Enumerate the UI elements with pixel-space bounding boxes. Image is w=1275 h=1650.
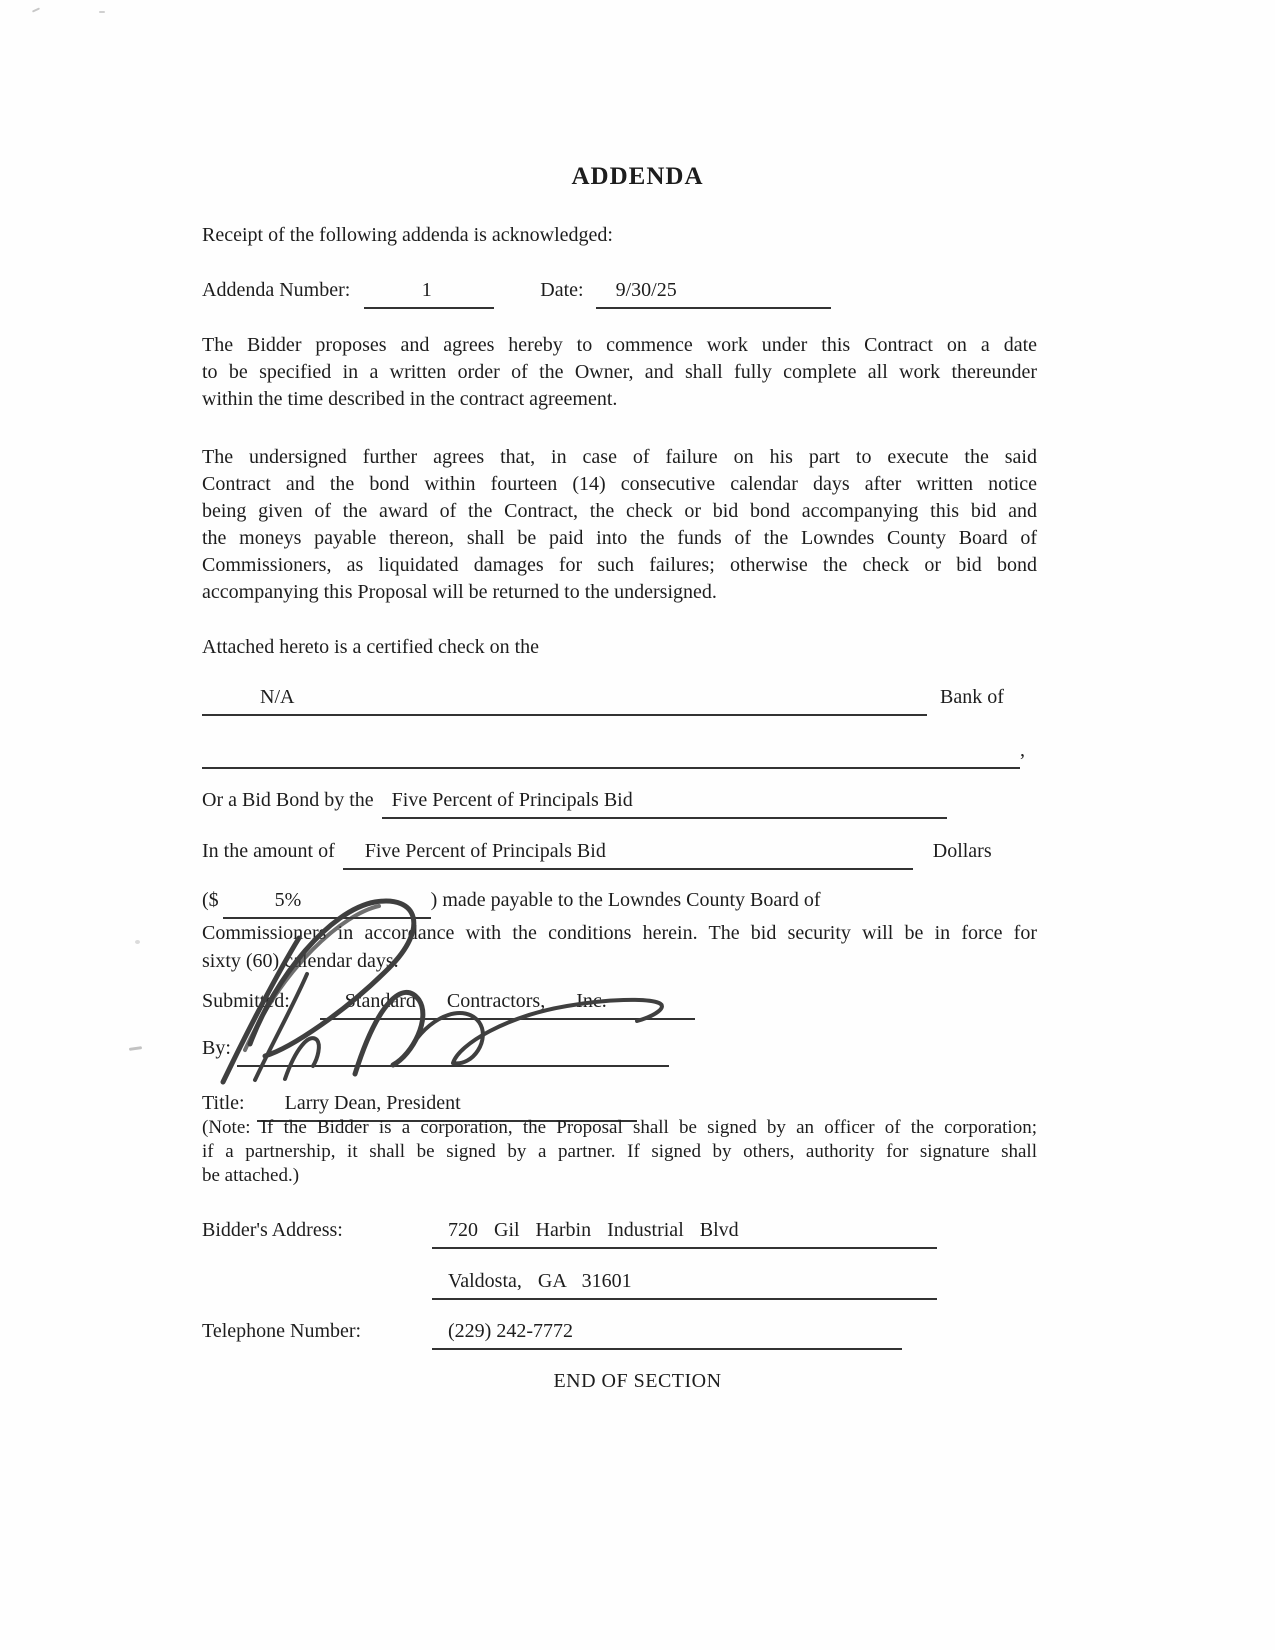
end-of-section-text: END OF SECTION <box>553 1370 722 1392</box>
open-paren-dollar: ($ <box>202 889 219 911</box>
bidder-city-row <box>202 1268 937 1300</box>
paragraph-line: Commissioners in accordance with the conditions herein. The bid security will be in force for <box>202 922 1037 944</box>
amount-field: Five Percent of Principals Bid <box>343 838 913 870</box>
bid-bond-label: Or a Bid Bond by the <box>202 789 374 811</box>
bank-continuation-field <box>202 737 1020 769</box>
paragraph-line: being given of the award of the Contract, the check or bid bond accompanying this bid and <box>202 500 1037 522</box>
amount-label: In the amount of <box>202 840 335 862</box>
submitted-company-field: Standard Contractors, Inc. <box>320 988 695 1020</box>
paragraph-line: Commissioners, as liquidated damages for such failures; otherwise the check or bid bond <box>202 554 1037 576</box>
dollars-label: Dollars <box>932 840 992 862</box>
addenda-number-label: Addenda Number: <box>202 279 351 301</box>
paragraph-line: (Note: If the Bidder is a corporation, the Proposal shall be signed by an officer of the corporation; <box>202 1117 1037 1138</box>
bank-of-label: Bank of <box>940 686 1004 708</box>
paragraph-line: accompanying this Proposal will be returned to the undersigned. <box>202 581 717 603</box>
comma-text: , <box>1020 739 1025 761</box>
paragraph-line: Contract and the bond within fourteen (14) consecutive calendar days after written notice <box>202 473 1037 495</box>
percent-field: 5% <box>223 886 431 919</box>
address-street-field: 720 Gil Harbin Industrial Blvd <box>432 1217 937 1249</box>
made-payable-paragraph <box>202 886 1037 975</box>
bank-name-field: N/A <box>202 684 927 716</box>
bid-bond-field: Five Percent of Principals Bid <box>382 787 947 819</box>
signature-line <box>237 1035 669 1067</box>
page-title: ADDENDA <box>571 163 704 190</box>
bidder-address-label: Bidder's Address: <box>202 1219 343 1241</box>
addenda-number-field: 1 <box>364 277 494 309</box>
amount-row <box>202 838 992 870</box>
failure-to-execute-paragraph <box>202 444 1037 606</box>
scan-speck <box>135 940 140 944</box>
bid-bond-row <box>202 787 947 819</box>
commence-work-paragraph <box>202 332 1037 413</box>
paragraph-line: The Bidder proposes and agrees hereby to commence work under this Contract on a date <box>202 334 1037 356</box>
scan-speck <box>99 11 105 13</box>
paragraph-line: within the time described in the contract agreement. <box>202 388 618 410</box>
paragraph-line: to be specified in a written order of the Owner, and shall fully complete all work thereunder <box>202 361 1037 383</box>
submitted-row <box>202 988 695 1020</box>
made-payable-text: ) made payable to the Lowndes County Board of <box>430 889 821 911</box>
date-label: Date: <box>540 279 584 301</box>
receipt-acknowledged-text: Receipt of the following addenda is acknowledged: <box>202 224 613 246</box>
submitted-label: Submitted: <box>202 990 290 1012</box>
date-field: 9/30/25 <box>596 277 831 309</box>
scan-speck <box>129 1046 142 1051</box>
telephone-field: (229) 242-7772 <box>432 1318 902 1350</box>
by-row <box>202 1035 669 1067</box>
paragraph-line: The undersigned further agrees that, in case of failure on his part to execute the said <box>202 446 1037 468</box>
paragraph-line: sixty (60) calendar days. <box>202 950 399 972</box>
attached-check-text: Attached hereto is a certified check on the <box>202 636 540 658</box>
paragraph-line: if a partnership, it shall be signed by a partner. If signed by others, authority for signature shall <box>202 1141 1037 1162</box>
bidder-address-row <box>202 1217 937 1249</box>
corporation-note-paragraph <box>202 1116 1037 1188</box>
title-field: Larry Dean, President <box>257 1090 637 1122</box>
telephone-label: Telephone Number: <box>202 1320 362 1342</box>
bank-name-row <box>202 684 1004 716</box>
addenda-number-row <box>202 277 831 309</box>
by-label: By: <box>202 1037 231 1059</box>
paragraph-line <box>202 886 1037 919</box>
scan-speck <box>32 7 40 12</box>
paragraph-line: the moneys payable thereon, shall be paid into the funds of the Lowndes County Board of <box>202 527 1037 549</box>
bank-continuation-row <box>202 737 1025 769</box>
address-city-field: Valdosta, GA 31601 <box>432 1268 937 1300</box>
telephone-row <box>202 1318 902 1350</box>
paragraph-line: be attached.) <box>202 1165 300 1186</box>
title-label: Title: <box>202 1092 245 1114</box>
